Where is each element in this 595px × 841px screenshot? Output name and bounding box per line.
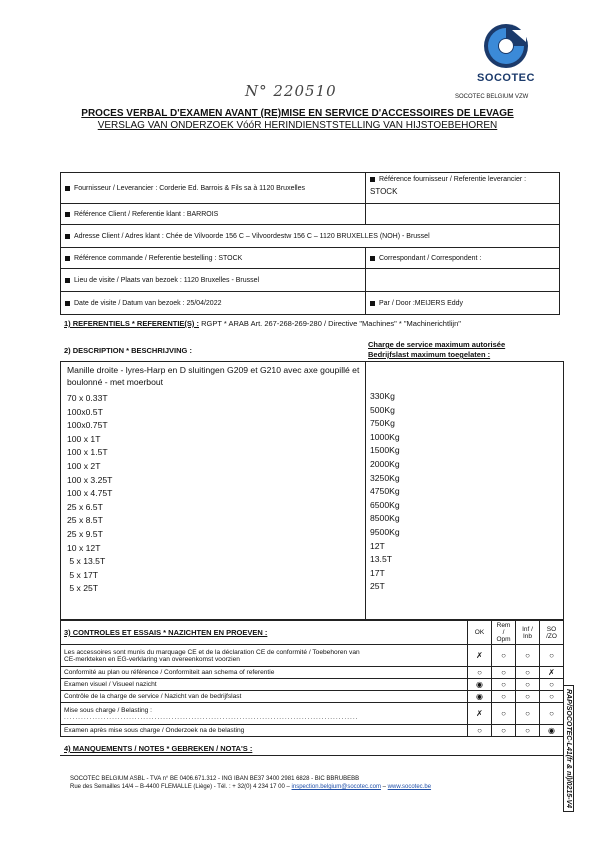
bullet-icon — [65, 301, 70, 306]
title-fr: PROCES VERBAL D'EXAMEN AVANT (RE)MISE EN SERVICE D'ACCESSOIRES DE LEVAGE — [81, 108, 514, 119]
charge-item: 1000Kg — [370, 431, 400, 442]
charge-item: 8500Kg — [370, 513, 400, 524]
col-rem: Rem / Opm — [492, 621, 516, 645]
ok-mark[interactable]: ✗ — [468, 703, 492, 725]
info-box — [60, 172, 560, 315]
list-item: 100 x 1.5T — [67, 447, 108, 458]
brand-name: SOCOTEC — [477, 72, 535, 84]
col-inf: Inf / Inb — [516, 621, 540, 645]
ok-mark[interactable]: ◉ — [468, 679, 492, 691]
charge-header-fr: Charge de service maximum autorisée — [368, 340, 506, 349]
ok-mark[interactable]: ○ — [468, 667, 492, 679]
description-text: Manille droite - lyres-Harp en D sluitingen G209 et G210 avec axe goupillé et boulonné - met moerbout — [67, 365, 360, 387]
supplier-cell — [61, 173, 366, 203]
list-item: 25 x 9.5T — [67, 528, 103, 539]
empty-cell — [366, 204, 559, 224]
info-row — [61, 291, 559, 314]
supplier-text: Fournisseur / Leverancier : Corderie Ed. Barrois & Fils sa à 1120 Bruxelles — [74, 184, 305, 192]
list-item: 5 x 25T — [67, 583, 99, 594]
controls-table — [60, 620, 564, 737]
info-row — [61, 224, 559, 247]
inspector-cell — [366, 292, 559, 314]
rem-mark[interactable]: ○ — [492, 725, 516, 737]
supplier-ref-cell — [366, 173, 559, 203]
description-box — [60, 361, 564, 620]
info-row — [61, 173, 559, 203]
inf-mark[interactable]: ○ — [516, 691, 540, 703]
charge-item: 750Kg — [370, 418, 395, 429]
charge-item: 330Kg — [370, 391, 395, 401]
side-code: RAP/SOCOTEC-L41(fr & nl)/0215-V4 — [563, 685, 574, 812]
rem-mark[interactable]: ○ — [492, 667, 516, 679]
rem-mark[interactable]: ○ — [492, 645, 516, 667]
table-row — [61, 725, 564, 737]
bullet-icon — [370, 177, 375, 182]
section-3-label: 3) CONTROLES ET ESSAIS * NAZICHTEN EN PROEVEN : — [61, 621, 468, 645]
list-item: 100 x 2T — [67, 460, 101, 471]
section-2-label: 2) DESCRIPTION * BESCHRIJVING : — [64, 346, 192, 355]
so-mark[interactable]: ○ — [540, 691, 564, 703]
client-ref-text: Référence Client / Referentie klant : BARROIS — [74, 210, 219, 218]
address-cell — [61, 225, 559, 247]
section-1-label: 1) REFERENTIELS * REFERENTIE(S) : — [64, 319, 200, 328]
charge-item: 2000Kg — [370, 458, 400, 469]
list-item: 100 x 1T — [67, 433, 101, 444]
so-mark[interactable]: ○ — [540, 703, 564, 725]
brand-subtitle: SOCOTEC BELGIUM VZW — [455, 94, 529, 100]
table-row — [61, 667, 564, 679]
item-list — [67, 392, 112, 596]
so-mark[interactable]: ◉ — [540, 725, 564, 737]
order-ref-text: Référence commande / Referentie bestelling : STOCK — [74, 254, 243, 262]
ok-mark[interactable]: ◉ — [468, 691, 492, 703]
correspondent-text: Correspondant / Correspondent : — [379, 254, 482, 262]
empty-cell — [366, 269, 559, 291]
inspector-text: Par / Door :MEIJERS Eddy — [379, 299, 464, 307]
footer-line-2 — [70, 784, 431, 790]
divider — [60, 755, 564, 756]
footer-separator: – — [381, 784, 388, 790]
section-1-value: RGPT * ARAB Art. 267-268-269-280 / Directive "Machines" * "Machinerichtlijn" — [201, 319, 461, 328]
bullet-icon — [65, 234, 70, 239]
row-label: Examen après mise sous charge / Onderzoek na de belasting — [61, 725, 468, 737]
info-row — [61, 268, 559, 291]
col-so: SO /ZO — [540, 621, 564, 645]
info-row — [61, 247, 559, 268]
bullet-icon — [370, 256, 375, 261]
row-label: Les accessoires sont munis du marquage CE et de la déclaration CE de conformité / Toebehoren van CE-merkteken en EG-verklaring van overeenkomst voorzien — [61, 645, 468, 667]
visit-date-text: Date de visite / Datum van bezoek : 25/04/2022 — [74, 299, 222, 307]
handwritten-number: N° 220510 — [245, 82, 337, 100]
bullet-icon — [370, 301, 375, 306]
inf-mark[interactable]: ○ — [516, 725, 540, 737]
section-4-label: 4) MANQUEMENTS / NOTES * GEBREKEN / NOTA'S : — [64, 744, 253, 753]
bullet-icon — [65, 212, 70, 217]
bullet-icon — [65, 256, 70, 261]
table-header-row — [61, 621, 564, 645]
visit-date-cell — [61, 292, 366, 314]
visit-place-cell — [61, 269, 366, 291]
footer-address: Rue des Semailles 14/4 – B-4400 FLEMALLE (Liège) - Tél. : + 32(0) 4 234 17 00 – — [70, 784, 292, 790]
column-divider — [365, 362, 366, 619]
socotec-logo — [470, 22, 542, 84]
list-item: 25 x 8.5T — [67, 515, 103, 526]
list-item: 100 x 3.25T — [67, 474, 113, 485]
supplier-ref-value: STOCK — [370, 187, 398, 196]
table-row — [61, 679, 564, 691]
visit-place-text: Lieu de visite / Plaats van bezoek : 1120 Bruxelles - Brussel — [74, 276, 260, 284]
website-link[interactable]: www.socotec.be — [387, 784, 432, 790]
info-row — [61, 203, 559, 224]
table-row — [61, 645, 564, 667]
client-ref-cell — [61, 204, 366, 224]
list-item: 25 x 6.5T — [67, 501, 103, 512]
charge-item: 12T — [370, 540, 385, 551]
row-label: Mise sous charge / Belasting : ........................................................................................................ — [61, 703, 468, 725]
list-item: 70 x 0.33T — [67, 393, 108, 403]
charge-item: 25T — [370, 581, 385, 592]
table-row — [61, 703, 564, 725]
so-mark[interactable]: ○ — [540, 645, 564, 667]
rem-mark[interactable]: ○ — [492, 703, 516, 725]
so-mark[interactable]: ✗ — [540, 667, 564, 679]
supplier-ref-label: Référence fournisseur / Referentie leverancier : — [379, 176, 527, 183]
section-1 — [64, 319, 461, 328]
row-label: Examen visuel / Visueel nazicht — [61, 679, 468, 691]
address-text: Adresse Client / Adres klant : Chée de Vilvoorde 156 C – Vilvoordestw 156 C – 1120 BRUXELLES (NOH) - Brussel — [74, 232, 430, 240]
title-nl: VERSLAG VAN ONDERZOEK VóóR HERINDIENSTSTELLING VAN HIJSTOEBEHOREN — [97, 120, 498, 131]
ok-mark[interactable]: ○ — [468, 725, 492, 737]
charge-item: 500Kg — [370, 404, 395, 415]
list-item: 10 x 12T — [67, 542, 101, 553]
rem-mark[interactable]: ○ — [492, 679, 516, 691]
charge-item: 6500Kg — [370, 499, 400, 510]
socotec-logo-icon — [482, 22, 530, 70]
table-row — [61, 691, 564, 703]
list-item: 100x0.75T — [67, 420, 108, 431]
list-item: 5 x 17T — [67, 569, 99, 580]
charge-item: 4750Kg — [370, 486, 400, 497]
list-item: 5 x 13.5T — [67, 556, 106, 567]
charge-header-nl: Bedrijfslast maximum toegelaten : — [368, 350, 491, 359]
correspondent-cell — [366, 248, 559, 268]
bullet-icon — [65, 278, 70, 283]
row-label: Contrôle de la charge de service / Nazicht van de bedrijfslast — [61, 691, 468, 703]
list-item: 100 x 4.75T — [67, 488, 113, 499]
rem-mark[interactable]: ○ — [492, 691, 516, 703]
row-label: Conformité au plan ou référence / Conformiteit aan schema of referentie — [61, 667, 468, 679]
bullet-icon — [65, 186, 70, 191]
ok-mark[interactable]: ✗ — [468, 645, 492, 667]
inf-mark[interactable]: ○ — [516, 667, 540, 679]
list-item: 100x0.5T — [67, 406, 103, 417]
charge-header — [368, 340, 505, 360]
inf-mark[interactable]: ○ — [516, 645, 540, 667]
inf-mark[interactable]: ○ — [516, 703, 540, 725]
charge-item: 13.5T — [370, 554, 392, 565]
charge-item: 1500Kg — [370, 445, 400, 456]
charge-item: 9500Kg — [370, 526, 400, 537]
footer-line-1: SOCOTEC BELGIUM ASBL - TVA n° BE 0406.671.312 - ING IBAN BE37 3400 2981 6828 - BIC BBRUBEBB — [70, 776, 360, 782]
col-ok: OK — [468, 621, 492, 645]
charge-item: 17T — [370, 567, 385, 578]
charge-item: 3250Kg — [370, 472, 400, 483]
so-mark[interactable]: ○ — [540, 679, 564, 691]
inf-mark[interactable]: ○ — [516, 679, 540, 691]
order-ref-cell — [61, 248, 366, 268]
charge-list — [370, 390, 400, 594]
email-link[interactable]: inspection.belgium@socotec.com — [291, 784, 381, 790]
